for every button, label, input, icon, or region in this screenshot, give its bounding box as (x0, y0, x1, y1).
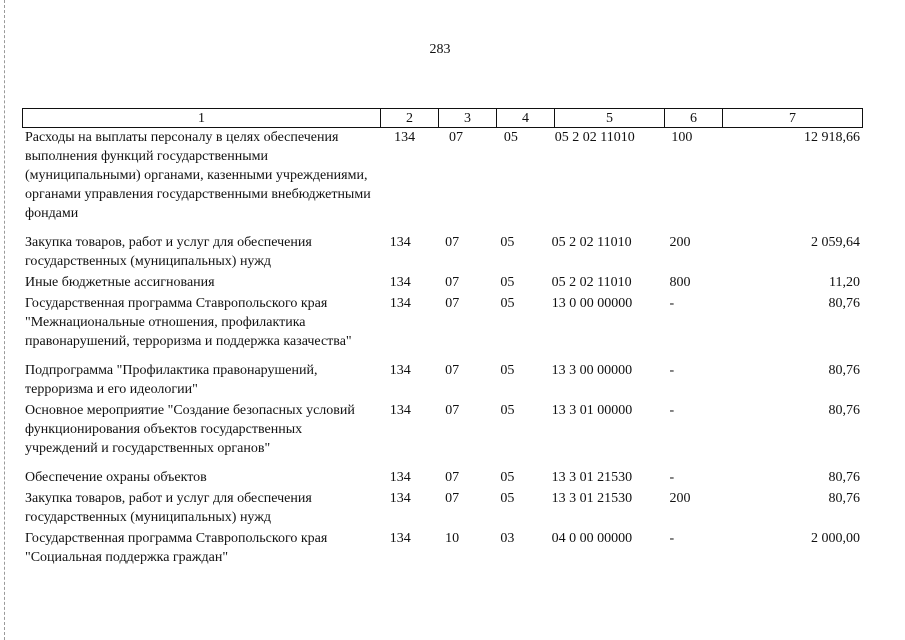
row-col-7: 80,76 (828, 296, 861, 311)
row-col-2: 134 (389, 363, 411, 378)
row-col-7: 80,76 (828, 403, 861, 418)
column-header-7: 7 (723, 109, 863, 128)
row-col-6: - (669, 470, 675, 485)
column-header-4: 4 (497, 109, 555, 128)
row-name: Подпрограмма "Профилактика правонарушений, терроризма и его идеологии" (25, 363, 318, 397)
row-col-4: 05 (500, 235, 515, 250)
row-name: Закупка товаров, работ и услуг для обеспечения государственных (муниципальных) нужд (25, 491, 312, 525)
row-col-3: 07 (445, 403, 460, 418)
row-col-6: 200 (669, 491, 691, 506)
column-header-5: 5 (555, 109, 665, 128)
row-col-2: 134 (389, 296, 411, 311)
row-name: Иные бюджетные ассигнования (25, 275, 215, 290)
row-col-4: 05 (503, 130, 518, 145)
row-col-5: 13 3 01 21530 (551, 491, 633, 506)
column-header-3: 3 (439, 109, 497, 128)
table-row (22, 273, 862, 292)
row-name: Обеспечение охраны объектов (25, 470, 207, 485)
row-col-6: 100 (671, 130, 693, 145)
row-col-5: 05 2 02 11010 (551, 275, 632, 290)
budget-table-body (22, 128, 862, 569)
row-col-3: 07 (445, 491, 460, 506)
row-col-2: 134 (389, 275, 411, 290)
row-col-4: 05 (500, 403, 515, 418)
row-name: Закупка товаров, работ и услуг для обеспечения государственных (муниципальных) нужд (25, 235, 312, 269)
column-header-1: 1 (23, 109, 381, 128)
left-margin-rule (4, 0, 5, 640)
row-col-2: 134 (389, 403, 411, 418)
row-col-5: 13 3 01 21530 (551, 470, 633, 485)
row-name: Расходы на выплаты персоналу в целях обеспечения выполнения функций государственными (муниципальными) органами, казенными учреждениями, органами управления государственными внебюджетными фондами (25, 130, 371, 221)
row-col-5: 13 3 01 00000 (551, 403, 633, 418)
column-header-6: 6 (665, 109, 723, 128)
row-col-7: 2 000,00 (811, 531, 861, 546)
row-col-3: 10 (445, 531, 460, 546)
row-col-3: 07 (445, 296, 460, 311)
row-col-7: 80,76 (828, 470, 861, 485)
row-col-2: 134 (389, 235, 411, 250)
table-row (22, 361, 862, 399)
row-col-4: 05 (500, 491, 515, 506)
row-col-2: 134 (389, 531, 411, 546)
table-row (22, 529, 862, 567)
row-col-7: 12 918,66 (803, 130, 860, 145)
row-col-5: 05 2 02 11010 (554, 130, 635, 145)
row-col-5: 13 0 00 00000 (551, 296, 633, 311)
row-col-4: 05 (500, 296, 515, 311)
row-col-4: 03 (500, 531, 515, 546)
column-header-table (22, 108, 863, 128)
row-col-4: 05 (500, 363, 515, 378)
row-col-6: 200 (669, 235, 691, 250)
row-col-3: 07 (445, 363, 460, 378)
row-col-2: 134 (394, 130, 416, 145)
table-row (22, 468, 862, 487)
row-col-7: 80,76 (828, 363, 861, 378)
row-name: Государственная программа Ставропольского края "Социальная поддержка граждан" (25, 531, 328, 565)
row-col-3: 07 (445, 235, 460, 250)
table-row (22, 128, 862, 223)
row-col-3: 07 (445, 275, 460, 290)
row-col-6: - (669, 296, 675, 311)
row-col-7: 80,76 (828, 491, 861, 506)
table-row (22, 233, 862, 271)
table-row (22, 294, 862, 351)
row-col-3: 07 (445, 470, 460, 485)
row-col-6: - (669, 363, 675, 378)
row-col-5: 05 2 02 11010 (551, 235, 632, 250)
table-row (22, 401, 862, 458)
row-name: Государственная программа Ставропольского края "Межнациональные отношения, профилактика правонарушений, терроризма и поддержка казачества" (25, 296, 352, 349)
row-col-6: 800 (669, 275, 691, 290)
row-col-7: 2 059,64 (811, 235, 861, 250)
table-row (22, 489, 862, 527)
row-col-2: 134 (389, 491, 411, 506)
row-col-5: 13 3 00 00000 (551, 363, 633, 378)
column-header-row (23, 109, 863, 128)
row-col-6: - (669, 403, 675, 418)
row-name: Основное мероприятие "Создание безопасных условий функционирования объектов государственных учреждений и государственных органов" (25, 403, 355, 456)
column-header-2: 2 (381, 109, 439, 128)
row-col-4: 05 (500, 470, 515, 485)
row-col-3: 07 (449, 130, 464, 145)
row-col-6: - (669, 531, 675, 546)
row-col-4: 05 (500, 275, 515, 290)
row-col-2: 134 (389, 470, 411, 485)
page-number: 283 (429, 42, 451, 57)
row-col-5: 04 0 00 00000 (551, 531, 633, 546)
row-col-7: 11,20 (829, 275, 861, 290)
